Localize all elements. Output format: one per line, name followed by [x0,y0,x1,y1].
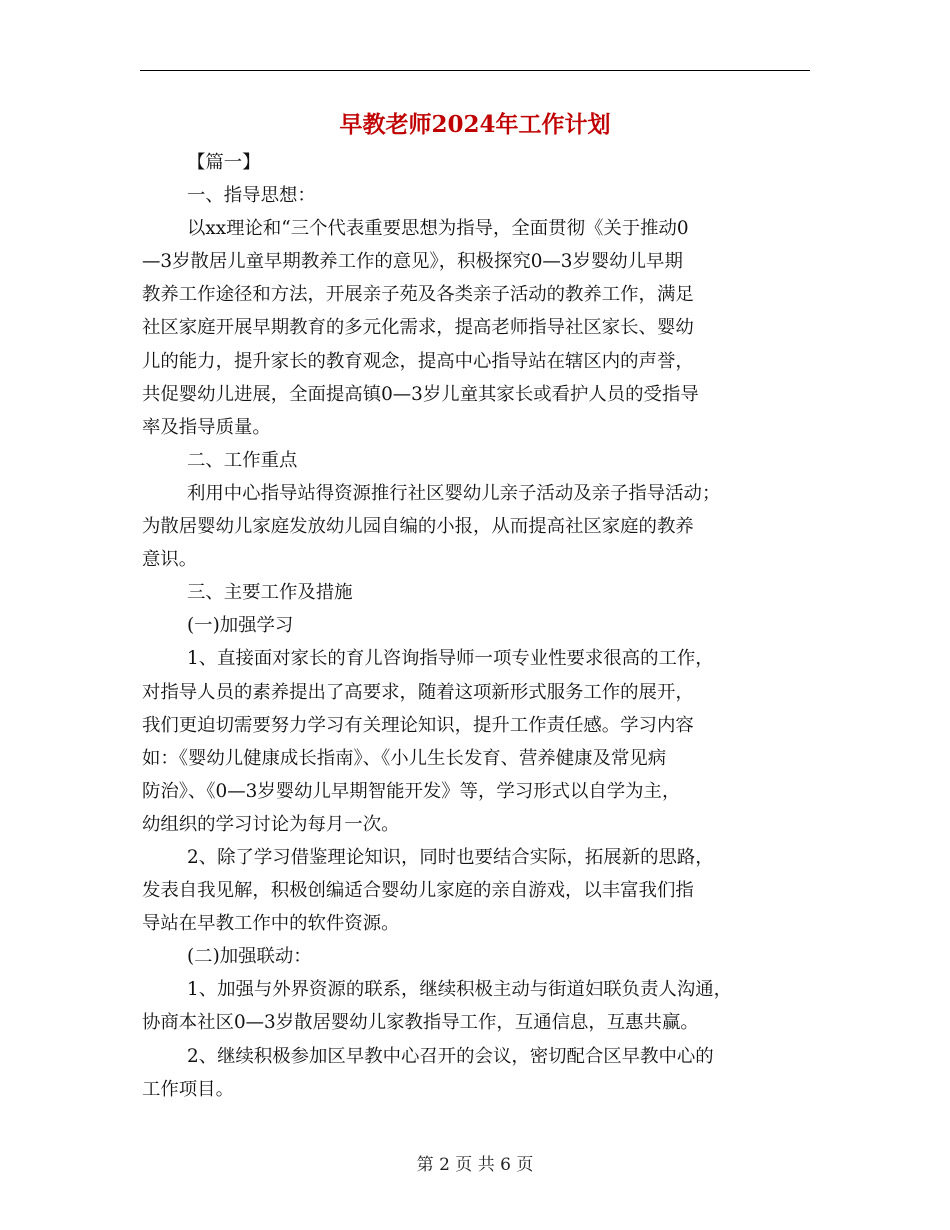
body-line: —3岁散居儿童早期教养工作的意见》，积极探究0—3岁婴幼儿早期 [142,251,683,273]
header-rule [140,70,810,71]
body-line: 工作项目。 [142,1078,234,1100]
body-line: 一、指导思想： [187,185,316,207]
body-line: 防治》、《0—3岁婴幼儿早期智能开发》等，学习形式以自学为主， [142,780,681,802]
body-line: 对指导人员的素养提出了高要求，随着这项新形式服务工作的展开， [142,681,694,703]
body-line: 2、继续积极参加区早教中心召开的会议，密切配合区早教中心的 [187,1045,714,1067]
body-line: 教养工作途径和方法，开展亲子苑及各类亲子活动的教养工作，满足 [142,284,694,306]
body-line: 以xx理论和“三个代表重要思想为指导，全面贯彻《关于推动0 [187,218,689,240]
body-line: 发表自我见解，积极创编适合婴幼儿家庭的亲自游戏，以丰富我们指 [142,880,694,902]
body-line: 【篇一】 [187,152,261,173]
body-line: 协商本社区0—3岁散居婴幼儿家教指导工作，互通信息，互惠共赢。 [142,1012,699,1034]
body-line: 1、加强与外界资源的联系，继续积极主动与街道妇联负责人沟通， [187,979,733,1001]
body-line: (一)加强学习 [187,615,294,637]
body-line: 如：《婴幼儿健康成长指南》、《小儿生长发育、营养健康及常见病 [142,747,667,769]
body-line: 共促婴幼儿进展，全面提高镇0—3岁儿童其家长或看护人员的受指导 [142,383,699,405]
body-line: 率及指导质量。 [142,416,271,438]
body-line: 意识。 [142,549,198,571]
body-line: 为散居婴幼儿家庭发放幼儿园自编的小报，从而提高社区家庭的教养 [142,516,694,538]
document-body [142,146,812,1106]
body-line: (二)加强联动： [187,946,312,968]
body-line: 2、除了学习借鉴理论知识，同时也要结合实际，拓展新的思路， [187,846,714,868]
body-line: 导站在早教工作中的软件资源。 [142,913,400,935]
body-line: 社区家庭开展早期教育的多元化需求，提高老师指导社区家长、婴幼 [142,317,694,339]
body-line: 幼组织的学习讨论为每月一次。 [142,813,400,835]
body-line: 利用中心指导站得资源推行社区婴幼儿亲子活动及亲子指导活动； [187,482,721,504]
body-line: 二、工作重点 [187,449,298,471]
body-line: 儿的能力，提升家长的教育观念，提高中心指导站在辖区内的声誉， [142,350,694,372]
page-footer: 第 2 页 共 6 页 [416,1155,534,1175]
body-line: 三、主要工作及措施 [187,582,353,604]
document-title: 早教老师2024年工作计划 [339,111,611,138]
body-line: 1、直接面对家长的育儿咨询指导师一项专业性要求很高的工作， [187,648,714,670]
body-line: 我们更迫切需要努力学习有关理论知识，提升工作责任感。学习内容 [142,714,694,736]
